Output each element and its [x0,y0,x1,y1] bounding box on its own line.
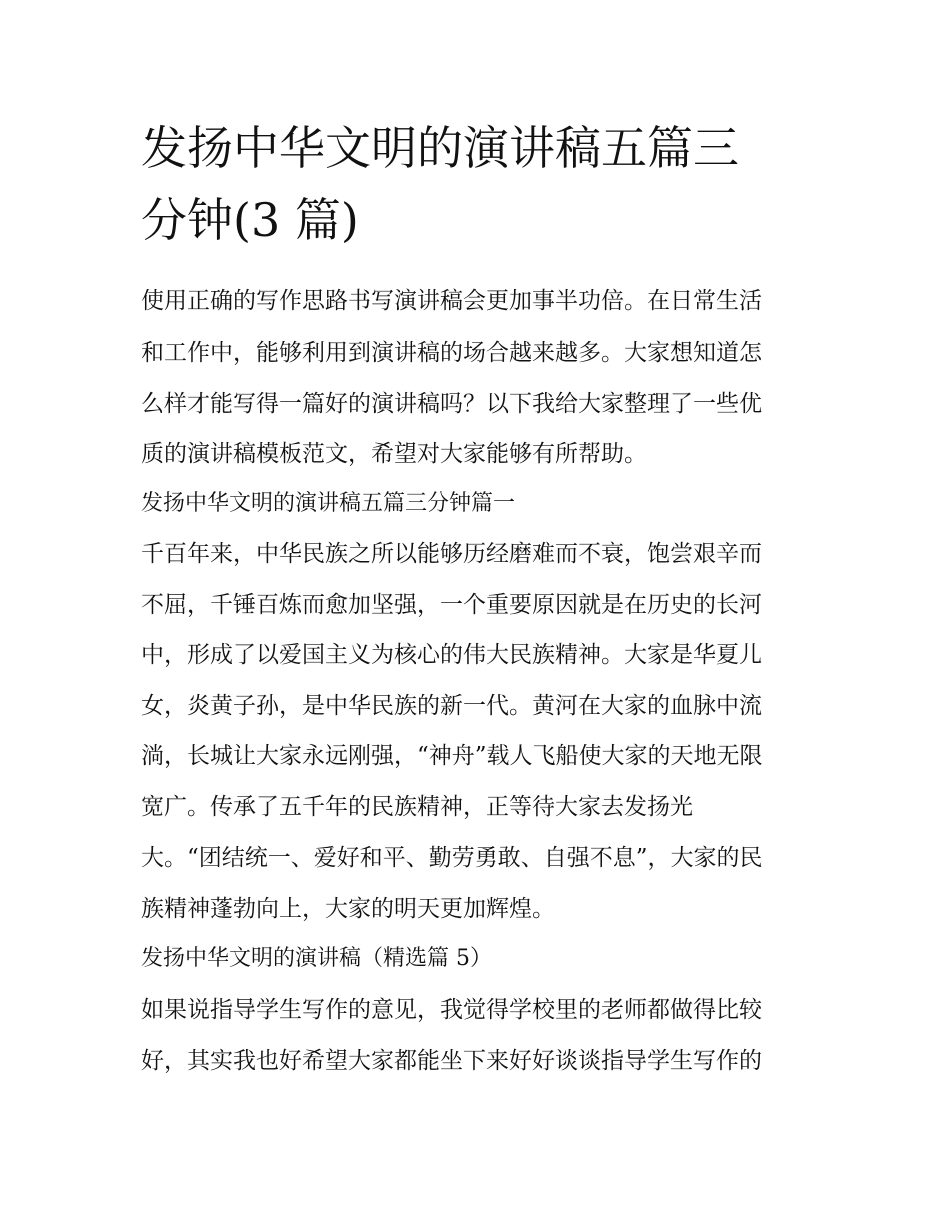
title-line-2: 分钟(3 篇) [141,193,359,247]
section-1-line-1: 千百年来，中华民族之所以能够历经磨难而不衰，饱尝艰辛而 [141,541,762,567]
section-1-heading: 发扬中华文明的演讲稿五篇三分钟篇一 [141,491,516,516]
title-line-1: 发扬中华文明的演讲稿五篇三 [141,121,739,175]
section-1-line-6: 宽广。传承了五千年的民族精神，正等待大家去发扬光 [141,794,693,820]
section-1-line-8: 族精神蓬勃向上，大家的明天更加辉煌。 [141,896,555,922]
intro-line-1: 使用正确的写作思路书写演讲稿会更加事半功倍。在日常生活 [141,288,762,314]
section-2-line-2: 好，其实我也好希望大家都能坐下来好好谈谈指导学生写作的 [141,1048,762,1074]
section-1-line-3: 中，形成了以爱国主义为核心的伟大民族精神。大家是华夏儿 [141,642,762,668]
section-2-heading: 发扬中华文明的演讲稿（精选篇 5） [141,946,492,971]
section-1-line-7: 大。“团结统一、爱好和平、勤劳勇敢、自强不息”，大家的民 [141,845,763,871]
intro-line-4: 质的演讲稿模板范文，希望对大家能够有所帮助。 [141,441,647,467]
document-title [141,112,821,256]
intro-line-2: 和工作中，能够利用到演讲稿的场合越来越多。大家想知道怎 [141,340,762,366]
section-2-line-1: 如果说指导学生写作的意见，我觉得学校里的老师都做得比较 [141,997,762,1023]
section-1-line-4: 女，炎黄子孙，是中华民族的新一代。黄河在大家的血脉中流 [141,693,762,719]
section-1-line-2: 不屈，千锤百炼而愈加坚强，一个重要原因就是在历史的长河 [141,592,762,618]
section-1-line-5: 淌，长城让大家永远刚强，“神舟”载人飞船使大家的天地无限 [141,743,763,769]
intro-line-3: 么样才能写得一篇好的演讲稿吗？以下我给大家整理了一些优 [141,391,762,417]
